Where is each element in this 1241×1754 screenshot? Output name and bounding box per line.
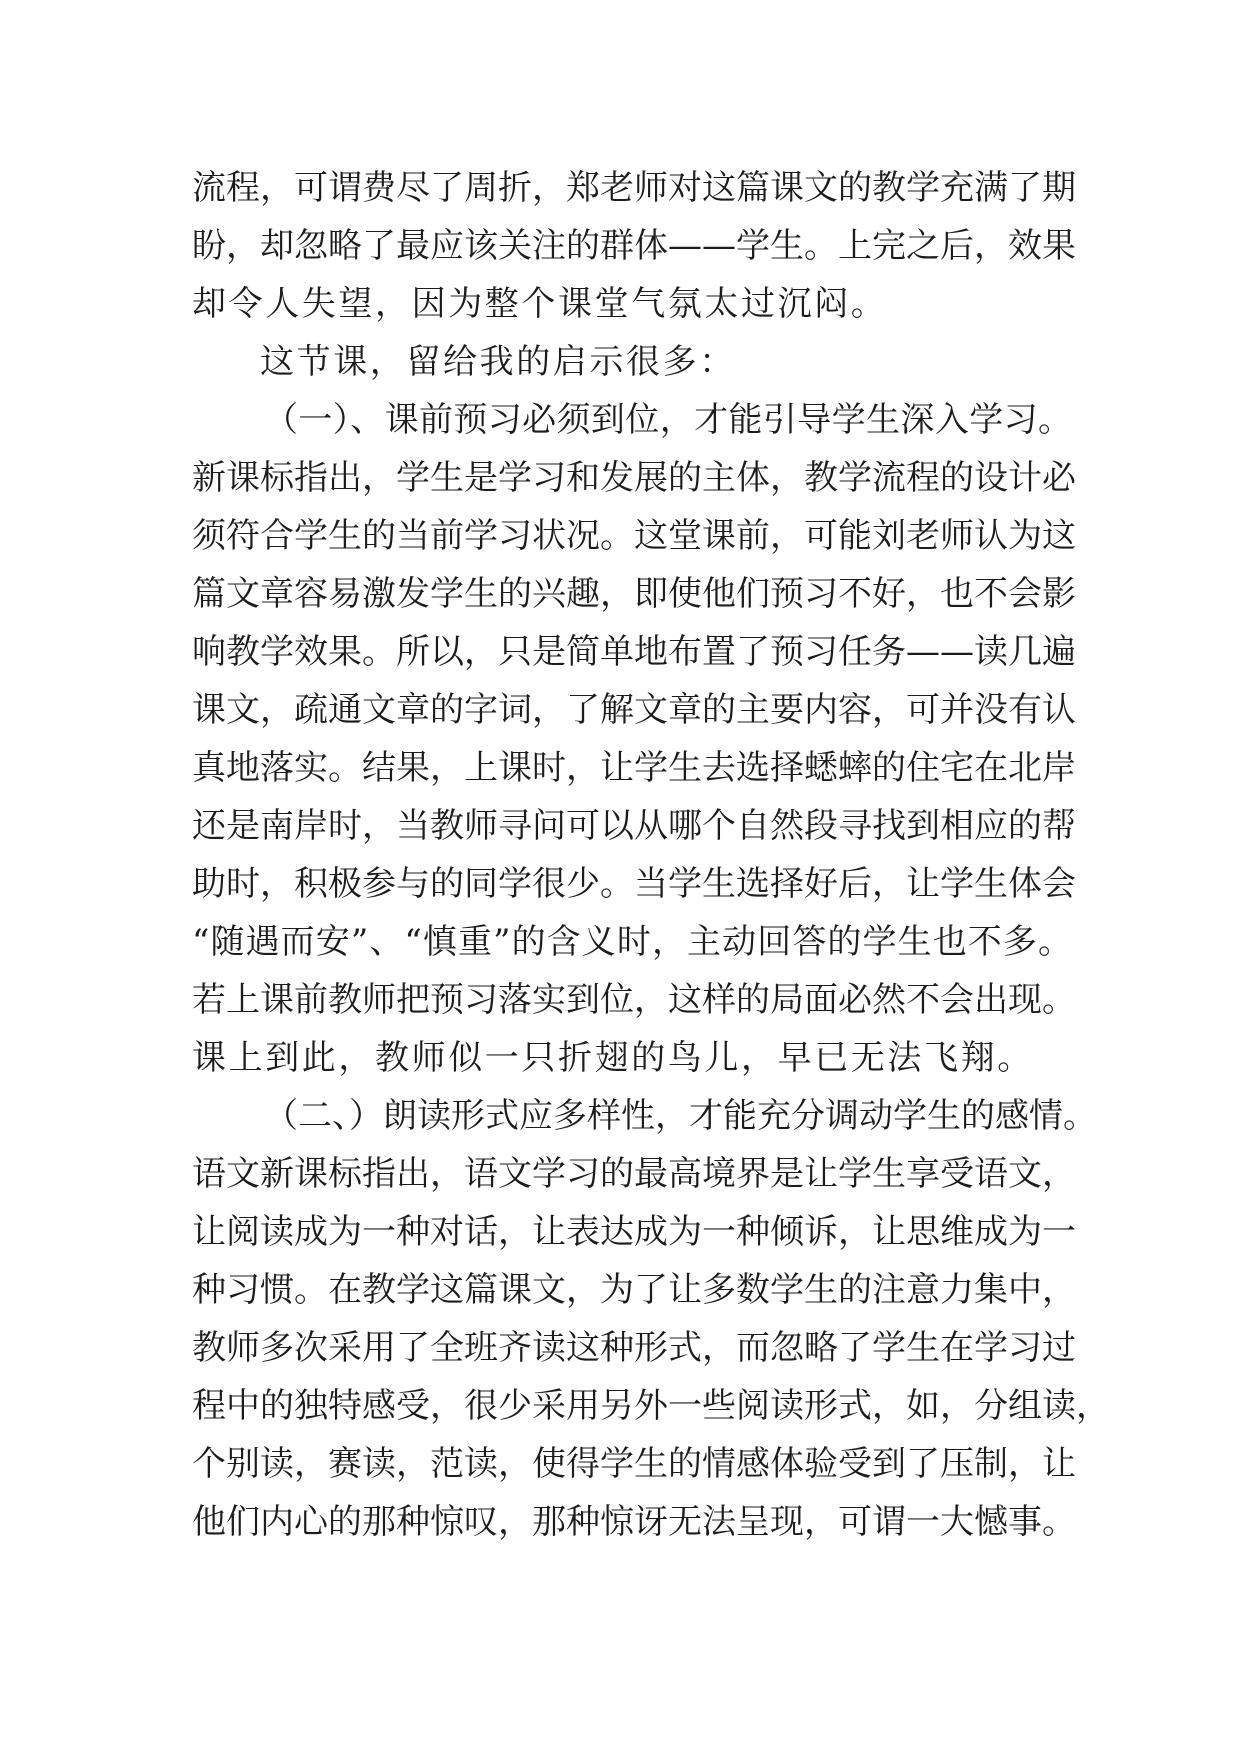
text-line: 语文新课标指出，语文学习的最高境界是让学生享受语文， (192, 1154, 1076, 1194)
text-line: 种习惯。在教学这篇课文，为了让多数学生的注意力集中， (192, 1270, 1076, 1310)
text-line: 响教学效果。所以，只是简单地布置了预习任务——读几遍 (192, 632, 1076, 672)
text-line: 须符合学生的当前学习状况。这堂课前，可能刘老师认为这 (192, 516, 1076, 556)
text-line: 若上课前教师把预习落实到位，这样的局面必然不会出现。 (192, 980, 1076, 1020)
text-line: 却令人失望，因为整个课堂气氛太过沉闷。 (192, 284, 888, 324)
text-line: 篇文章容易激发学生的兴趣，即使他们预习不好，也不会影 (192, 574, 1076, 614)
text-line: 程中的独特感受，很少采用另外一些阅读形式，如，分组读， (192, 1386, 1110, 1426)
text-line: （一）、课前预习必须到位，才能引导学生深入学习。 (264, 400, 1072, 440)
text-line: 新课标指出，学生是学习和发展的主体，教学流程的设计必 (192, 458, 1076, 498)
text-line: “随遇而安”、“慎重”的含义时，主动回答的学生也不多。 (192, 922, 1072, 962)
text-line: 课上到此，教师似一只折翅的鸟儿，早已无法飞翔。 (192, 1038, 1034, 1078)
text-line: 个别读，赛读，范读，使得学生的情感体验受到了压制，让 (192, 1444, 1076, 1484)
text-line: 真地落实。结果，上课时，让学生去选择蟋蟀的住宅在北岸 (192, 748, 1076, 788)
text-line: 教师多次采用了全班齐读这种形式，而忽略了学生在学习过 (192, 1328, 1076, 1368)
text-line: 这节课，留给我的启示很多： (260, 342, 736, 382)
text-line: 流程，可谓费尽了周折，郑老师对这篇课文的教学充满了期 (192, 168, 1076, 208)
text-line: 课文，疏通文章的字词，了解文章的主要内容，可并没有认 (192, 690, 1076, 730)
text-line: 盼，却忽略了最应该关注的群体——学生。上完之后，效果 (192, 226, 1076, 266)
text-line: 他们内心的那种惊叹，那种惊讶无法呈现，可谓一大憾事。 (192, 1502, 1076, 1542)
text-line: （二、）朗读形式应多样性，才能充分调动学生的感情。 (264, 1096, 1097, 1136)
text-line: 还是南岸时，当教师寻问可以从哪个自然段寻找到相应的帮 (192, 806, 1076, 846)
text-line: 助时，积极参与的同学很少。当学生选择好后，让学生体会 (192, 864, 1076, 904)
text-line: 让阅读成为一种对话，让表达成为一种倾诉，让思维成为一 (192, 1212, 1076, 1252)
